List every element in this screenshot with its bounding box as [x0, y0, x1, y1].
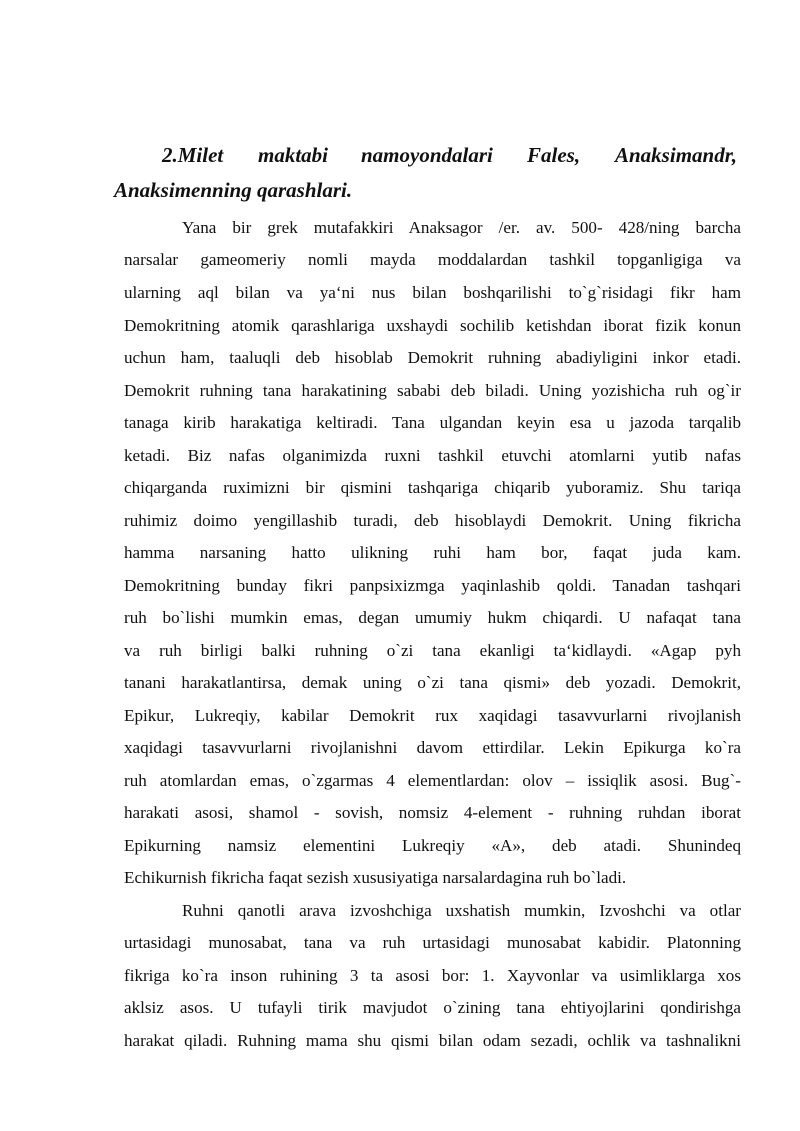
paragraph-line: va ruh birligi balki ruhning o`zi tana ekanligi ta‘kidlaydi. «Agap pyh: [124, 641, 741, 660]
paragraph-line: chiqarganda ruximizni bir qismini tashqariga chiqarib yuboramiz. Shu tariqa: [124, 478, 741, 497]
heading-word: namoyondalari: [361, 143, 493, 167]
paragraph-line: Demokrit ruhning tana harakatining sababi deb biladi. Uning yozishicha ruh og`ir: [124, 381, 741, 400]
paragraph-line: ularning aql bilan va ya‘ni nus bilan boshqarilishi to`g`risidagi fikr ham: [124, 283, 741, 302]
paragraph-line: Ruhni qanotli arava izvoshchiga uxshatish mumkin, Izvoshchi va otlar: [182, 901, 741, 920]
paragraph-line: tanani harakatlantirsa, demak uning o`zi tana qismi» deb yozadi. Demokrit,: [124, 673, 741, 692]
paragraph-line: fikriga ko`ra inson ruhining 3 ta asosi bor: 1. Xayvonlar va usimliklarga xos: [124, 966, 741, 985]
paragraph-line: tanaga kirib harakatiga keltiradi. Tana ulgandan keyin esa u jazoda tarqalib: [124, 413, 741, 432]
paragraph-line: Demokritning bunday fikri panpsixizmga yaqinlashib qoldi. Tanadan tashqari: [124, 576, 741, 595]
paragraph-line: xaqidagi tasavvurlarni rivojlanishni davom ettirdilar. Lekin Epikurga ko`ra: [124, 738, 741, 757]
paragraph-line: ruh bo`lishi mumkin emas, degan umumiy hukm chiqardi. U nafaqat tana: [124, 608, 741, 627]
paragraph-line: harakati asosi, shamol - sovish, nomsiz 4-element - ruhning ruhdan iborat: [124, 803, 741, 822]
paragraph-line: ketadi. Biz nafas olganimizda ruxni tashkil etuvchi atomlarni yutib nafas: [124, 446, 741, 465]
paragraph-line: hamma narsaning hatto ulikning ruhi ham bor, faqat juda kam.: [124, 543, 741, 562]
paragraph-line: Echikurnish fikricha faqat sezish xususiyatiga narsalardagina ruh bo`ladi.: [124, 868, 627, 887]
paragraph-line: Yana bir grek mutafakkiri Anaksagor /er. av. 500- 428/ning barcha: [182, 218, 741, 237]
heading-word: 2.Milet: [162, 143, 224, 167]
paragraph-line: narsalar gameomeriy nomli mayda moddalardan tashkil topganligiga va: [124, 250, 741, 269]
heading-word: maktabi: [258, 143, 329, 167]
paragraph-line: ruhimiz doimo yengillashib turadi, deb hisoblaydi Demokrit. Uning fikricha: [124, 511, 741, 530]
paragraph-line: aklsiz asos. U tufayli tirik mavjudot o`zining tana ehtiyojlarini qondirishga: [124, 998, 741, 1017]
heading-word: Anaksimandr,: [615, 143, 737, 167]
heading-word: Fales,: [527, 143, 581, 167]
paragraph-line: Demokritning atomik qarashlariga uxshaydi sochilib ketishdan iborat fizik konun: [124, 316, 741, 335]
paragraph-line: urtasidagi munosabat, tana va ruh urtasidagi munosabat kabidir. Platonning: [124, 933, 741, 952]
paragraph-line: Epikurning namsiz elementini Lukreqiy «A», deb atadi. Shunindeq: [124, 836, 741, 855]
paragraph-line: Epikur, Lukreqiy, kabilar Demokrit rux xaqidagi tasavvurlarni rivojlanish: [124, 706, 741, 725]
paragraph-line: harakat qiladi. Ruhning mama shu qismi bilan odam sezadi, ochlik va tashnalikni: [124, 1031, 741, 1050]
paragraph-line: uchun ham, taaluqli deb hisoblab Demokrit ruhning abadiyligini inkor etadi.: [124, 348, 741, 367]
paragraph-line: ruh atomlardan emas, o`zgarmas 4 elementlardan: olov – issiqlik asosi. Bug`-: [124, 771, 741, 790]
heading-line-2: Anaksimenning qarashlari.: [114, 178, 353, 202]
